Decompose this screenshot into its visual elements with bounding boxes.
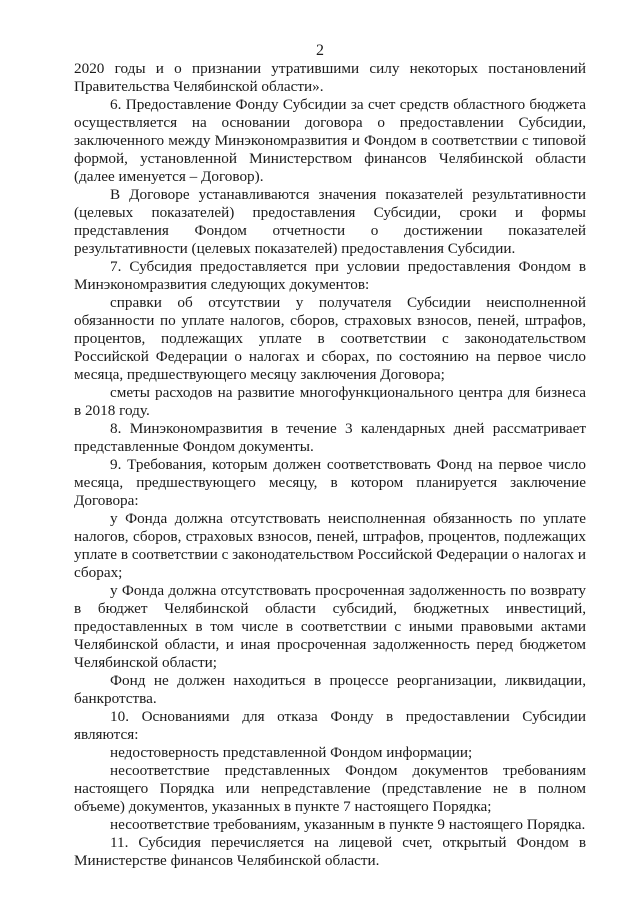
paragraph-clause-11: 11. Субсидия перечисляется на лицевой счет, открытый Фондом в Министерстве финансов Челябинской области. xyxy=(74,834,586,869)
paragraph-no-overdue-debt: у Фонда должна отсутствовать просроченная задолженность по возврату в бюджет Челябинской области субсидий, бюджетных инвестиций, предоставленных в том числе в соответствии с иными правовыми актами Челябинской области, и иная просроченная задолженность перед бюджетом Челябинской области; xyxy=(74,582,586,671)
paragraph-clause-6: 6. Предоставление Фонду Субсидии за счет средств областного бюджета осуществляется на основании договора о предоставлении Субсидии, заключенного между Минэкономразвития и Фондом в соответствии с типовой формой, установленной Министерством финансов Челябинской области (далее именуется – Договор). xyxy=(74,96,586,185)
paragraph-document-mismatch: несоответствие представленных Фондом документов требованиям настоящего Порядка или непредставление (представление не в полном объеме) документов, указанных в пункте 7 настоящего Порядка; xyxy=(74,762,586,815)
paragraph-tax-certificate: справки об отсутствии у получателя Субсидии неисполненной обязанности по уплате налогов, сборов, страховых взносов, пеней, штрафов, процентов, подлежащих уплате в соответствии с законодательством Российской Федерации о налогах и сборах, по состоянию на первое число месяца, предшествующего месяцу заключения Договора; xyxy=(74,294,586,383)
paragraph-no-reorganization: Фонд не должен находиться в процессе реорганизации, ликвидации, банкротства. xyxy=(74,672,586,707)
page-number: 2 xyxy=(316,42,324,59)
paragraph-agreement-indicators: В Договоре устанавливаются значения показателей результативности (целевых показателей) предоставления Субсидии, сроки и формы представления Фондом отчетности о достижении показателей результативности (целевых показателей) предоставления Субсидии. xyxy=(74,186,586,257)
document-body xyxy=(74,60,586,870)
paragraph-clause-10: 10. Основаниями для отказа Фонду в предоставлении Субсидии являются: xyxy=(74,708,586,743)
paragraph-false-information: недостоверность представленной Фондом информации; xyxy=(110,744,473,761)
paragraph-clause-8: 8. Минэкономразвития в течение 3 календарных дней рассматривает представленные Фондом документы. xyxy=(74,420,586,455)
paragraph-expense-estimate: сметы расходов на развитие многофункционального центра для бизнеса в 2018 году. xyxy=(74,384,586,419)
paragraph-no-tax-debt: у Фонда должна отсутствовать неисполненная обязанность по уплате налогов, сборов, страховых взносов, пеней, штрафов, процентов, подлежащих уплате в соответствии с законодательством Российской Федерации о налогах и сборах; xyxy=(74,510,586,581)
paragraph-clause-9: 9. Требования, которым должен соответствовать Фонд на первое число месяца, предшествующего месяцу, в котором планируется заключение Договора: xyxy=(74,456,586,509)
paragraph-clause-7: 7. Субсидия предоставляется при условии предоставления Фондом в Минэкономразвития следующих документов: xyxy=(74,258,586,293)
paragraph-continuation: 2020 годы и о признании утратившими силу некоторых постановлений Правительства Челябинской области». xyxy=(74,60,586,95)
paragraph-requirements-mismatch: несоответствие требованиям, указанным в пункте 9 настоящего Порядка. xyxy=(110,816,586,833)
